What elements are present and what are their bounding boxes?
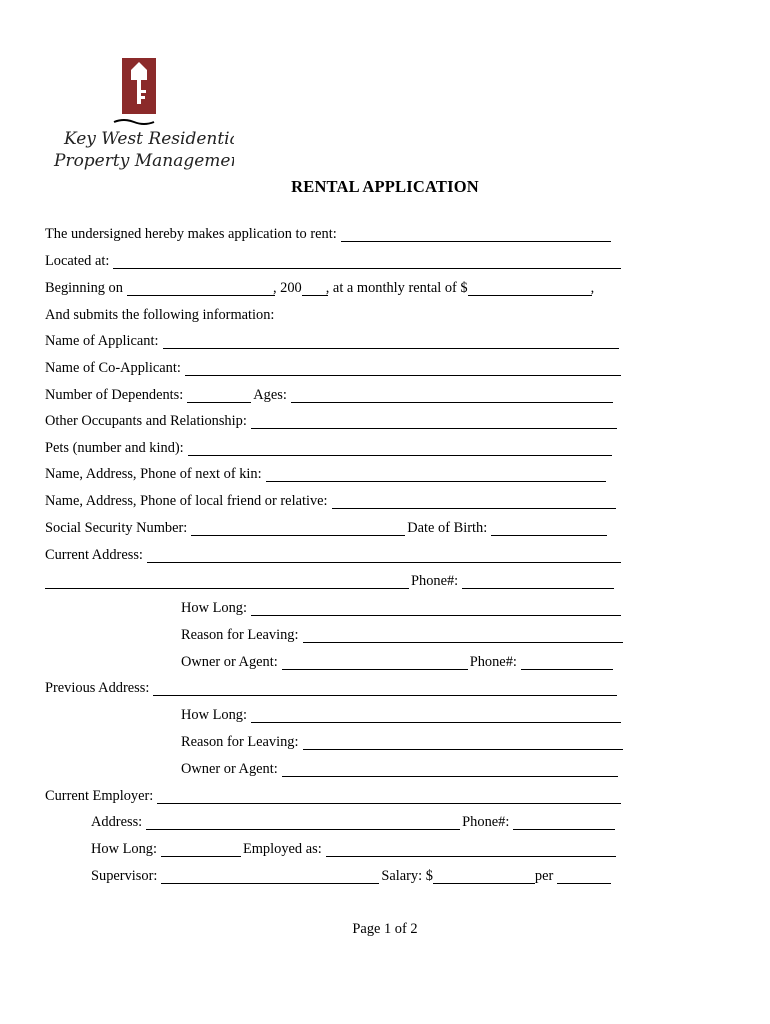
current-owner-field[interactable] xyxy=(282,655,468,670)
employment-length-row xyxy=(91,839,618,859)
pets-label: Pets (number and kind): xyxy=(45,440,184,456)
logo-line-1: Key West Residential xyxy=(64,129,234,149)
monthly-label: , at a monthly rental of $ xyxy=(325,280,468,296)
previous-reason-label: Reason for Leaving: xyxy=(181,734,299,750)
owner-phone-field[interactable] xyxy=(521,655,613,670)
employment-how-long-field[interactable] xyxy=(161,842,241,857)
employer-address-row xyxy=(91,812,617,832)
dependents-label: Number of Dependents: xyxy=(45,387,184,403)
employer-label: Current Employer: xyxy=(45,788,154,804)
current-owner-label: Owner or Agent: xyxy=(181,654,278,670)
salary-label: Salary: $ xyxy=(381,868,433,884)
per-label: per xyxy=(534,868,554,884)
current-how-long-field[interactable] xyxy=(251,601,621,616)
previous-address-row xyxy=(45,678,619,698)
submits-row xyxy=(45,305,274,325)
current-how-long-label: How Long: xyxy=(181,600,247,616)
friend-label: Name, Address, Phone of local friend or relative: xyxy=(45,493,328,509)
current-address-label: Current Address: xyxy=(45,547,143,563)
page-number: Page 1 of 2 xyxy=(352,921,418,937)
page-title: RENTAL APPLICATION xyxy=(291,177,479,196)
salary-field[interactable] xyxy=(433,869,535,884)
employer-row xyxy=(45,786,623,806)
comma: , xyxy=(590,280,595,296)
submits-label: And submits the following information: xyxy=(45,307,275,323)
ssn-label: Social Security Number: xyxy=(45,520,188,536)
located-row xyxy=(45,251,623,271)
rent-row xyxy=(45,224,613,244)
owner-phone-label: Phone#: xyxy=(469,654,517,670)
monthly-rent-field[interactable] xyxy=(468,281,592,296)
employer-field[interactable] xyxy=(157,789,621,804)
coapplicant-label: Name of Co-Applicant: xyxy=(45,360,181,376)
previous-how-long-field[interactable] xyxy=(251,708,621,723)
employer-phone-label: Phone#: xyxy=(462,814,510,830)
year-prefix: , 200 xyxy=(272,280,302,296)
previous-owner-row xyxy=(181,759,620,779)
beginning-date-field[interactable] xyxy=(127,281,275,296)
current-address-line2-field[interactable] xyxy=(45,574,409,589)
occupants-row xyxy=(45,411,619,431)
current-address-row-2 xyxy=(45,571,616,591)
logo-line-2: Property Management xyxy=(54,151,234,171)
previous-owner-label: Owner or Agent: xyxy=(181,761,278,777)
dob-field[interactable] xyxy=(491,521,607,536)
occupants-label: Other Occupants and Relationship: xyxy=(45,413,247,429)
dependents-row xyxy=(45,385,615,405)
ssn-field[interactable] xyxy=(191,521,405,536)
previous-owner-field[interactable] xyxy=(282,762,618,777)
kin-row xyxy=(45,464,608,484)
current-reason-row xyxy=(181,625,625,645)
friend-field[interactable] xyxy=(332,494,616,509)
current-phone-label: Phone#: xyxy=(411,573,459,589)
kin-field[interactable] xyxy=(266,467,606,482)
key-house-logo-icon xyxy=(44,46,234,176)
pets-field[interactable] xyxy=(188,441,612,456)
current-reason-label: Reason for Leaving: xyxy=(181,627,299,643)
beginning-label: Beginning on xyxy=(45,280,123,296)
rent-property-field[interactable] xyxy=(341,227,611,242)
current-address-field[interactable] xyxy=(147,548,621,563)
current-owner-row xyxy=(181,652,615,672)
previous-reason-row xyxy=(181,732,625,752)
kin-label: Name, Address, Phone of next of kin: xyxy=(45,466,262,482)
ssn-row xyxy=(45,518,609,538)
company-logo xyxy=(44,46,234,176)
current-how-long-row xyxy=(181,598,623,618)
employed-as-label: Employed as: xyxy=(242,841,322,857)
rent-label: The undersigned hereby makes application to rent: xyxy=(45,226,337,242)
supervisor-label: Supervisor: xyxy=(91,868,158,884)
applicant-name-field[interactable] xyxy=(163,334,619,349)
coapplicant-name-field[interactable] xyxy=(185,361,621,376)
employer-address-field[interactable] xyxy=(146,815,460,830)
located-label: Located at: xyxy=(45,253,110,269)
employer-address-label: Address: xyxy=(91,814,143,830)
dob-label: Date of Birth: xyxy=(407,520,488,536)
dependents-field[interactable] xyxy=(187,388,251,403)
current-address-row xyxy=(45,545,623,565)
ages-field[interactable] xyxy=(291,388,613,403)
previous-how-long-label: How Long: xyxy=(181,707,247,723)
occupants-field[interactable] xyxy=(251,414,617,429)
salary-period-field[interactable] xyxy=(557,869,611,884)
employer-phone-field[interactable] xyxy=(513,815,615,830)
previous-how-long-row xyxy=(181,705,623,725)
supervisor-field[interactable] xyxy=(161,869,379,884)
previous-address-field[interactable] xyxy=(153,681,617,696)
employment-how-long-label: How Long: xyxy=(91,841,157,857)
located-at-field[interactable] xyxy=(113,254,621,269)
ages-label: Ages: xyxy=(253,387,287,403)
previous-reason-field[interactable] xyxy=(303,735,623,750)
current-phone-field[interactable] xyxy=(462,574,614,589)
employed-as-field[interactable] xyxy=(326,842,616,857)
current-reason-field[interactable] xyxy=(303,628,623,643)
coapplicant-row xyxy=(45,358,623,378)
pets-row xyxy=(45,438,614,458)
supervisor-row xyxy=(91,866,613,886)
friend-row xyxy=(45,491,618,511)
beginning-row xyxy=(45,278,594,298)
applicant-label: Name of Applicant: xyxy=(45,333,159,349)
year-field[interactable] xyxy=(302,281,328,296)
previous-address-label: Previous Address: xyxy=(45,680,150,696)
applicant-row xyxy=(45,331,621,351)
